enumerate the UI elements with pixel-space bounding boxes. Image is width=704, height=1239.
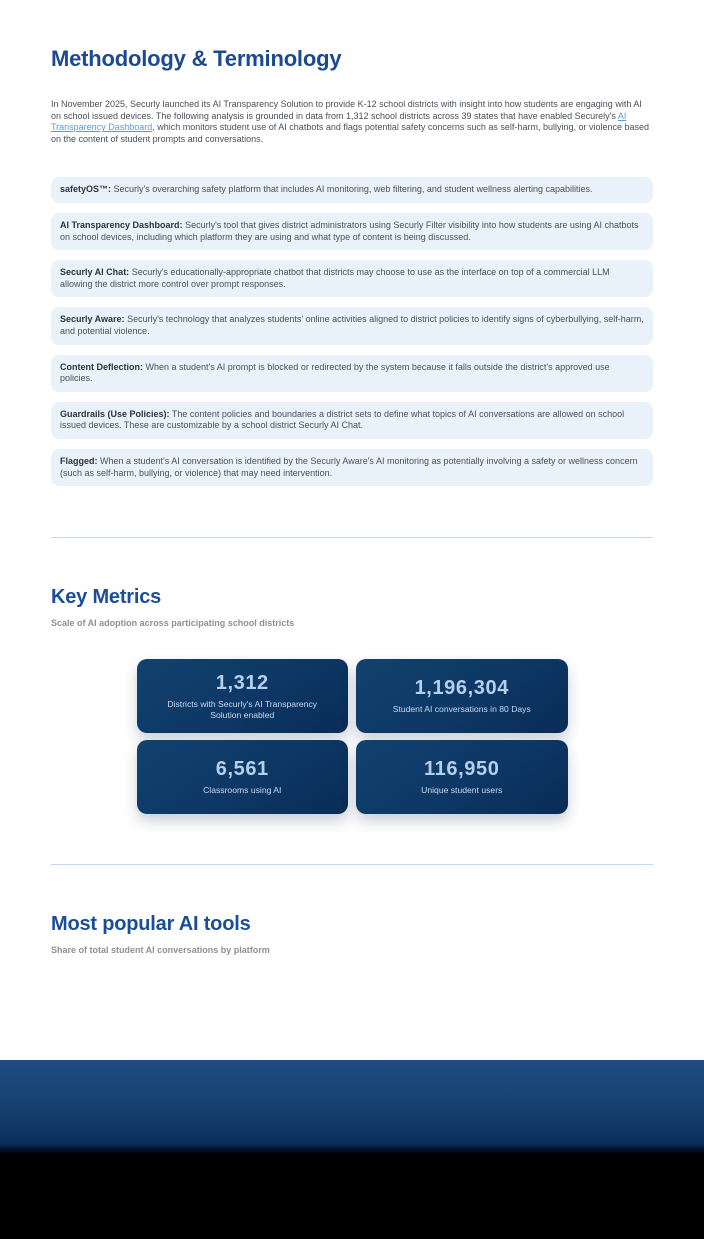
definition-card-safetyos (51, 177, 653, 203)
definition-description: Securly's overarching safety platform that includes AI monitoring, web filtering, and student wellness alerting capabilities. (113, 184, 593, 195)
metric-card-districts (137, 659, 349, 733)
metric-label: Unique student users (421, 785, 503, 796)
definition-description: When a student's AI conversation is identified by the Securly Aware's AI monitoring as potentially involving a safety or wellness concern (such as self-harm, bullying, or violence) that may need intervention. (60, 455, 638, 478)
section-divider (51, 864, 653, 865)
metric-value: 1,196,304 (414, 677, 509, 700)
ai-transparency-dashboard-link[interactable]: AI Transparency Dashboard (51, 110, 627, 133)
metric-label: Student AI conversations in 80 Days (392, 704, 531, 715)
definition-card-content-deflection (51, 355, 653, 392)
metric-label: Classrooms using AI (203, 785, 282, 796)
metric-label: Districts with Securly's AI Transparency Solution enabled (167, 698, 318, 720)
page-title: Methodology & Terminology (51, 46, 342, 71)
definition-card-flagged (51, 449, 653, 486)
definition-description: Securly's educationally-appropriate chatbot that districts may choose to use as the interface on top of a commercial LLM allowing the district more control over prompt responses. (60, 267, 610, 289)
metric-value: 1,312 (215, 671, 269, 694)
definition-term: Flagged: (60, 455, 98, 466)
definition-term: Securly AI Chat: (60, 267, 130, 278)
definition-description: Securly's technology that analyzes students' online activities aligned to district policies to identify signs of cyberbullying, self-harm, and potential violence. (60, 314, 644, 336)
definition-description: Securly's tool that gives district administrators using Securly Filter visibility into how students are using AI chatbots on school devices, including which platform they are using and what type of content is being discussed. (60, 219, 639, 242)
definition-term: Securly Aware: (60, 314, 125, 325)
key-metrics-heading: Key Metrics (51, 586, 162, 609)
intro-text-before-link: In November 2025, Securly launched its AI Transparency Solution to provide K-12 school districts with insight into how students are engaging with AI on school issued devices. The following analysis is grounded in data from 1,312 school districts across 39 states that have enabled Securely's (51, 99, 642, 121)
key-metrics-grid (137, 659, 568, 814)
definition-card-securly-aware (51, 307, 653, 344)
intro-text-after-link: , which monitors student use of AI chatbots and flags potential safety concerns such as self-harm, bullying, or violence based on the content of student prompts and conversations. (51, 122, 650, 144)
section-divider (51, 537, 653, 538)
metric-value: 116,950 (424, 758, 500, 781)
definition-description: The content policies and boundaries a district sets to define what topics of AI conversations are allowed on school issued devices. These are customizable by a school district Securly AI Chat. (60, 408, 625, 431)
definition-description: When a student's AI prompt is blocked or redirected by the system because it falls outside the district's approved use policies. (60, 361, 610, 384)
definition-term: Content Deflection: (60, 361, 143, 372)
metric-card-classrooms (137, 740, 349, 814)
definition-term: Guardrails (Use Policies): (60, 408, 170, 419)
terminology-list (51, 177, 653, 486)
key-metrics-subtitle: Scale of AI adoption across participating school districts (51, 618, 295, 629)
definition-term: safetyOS™: (60, 184, 112, 195)
most-popular-ai-tools-heading: Most popular AI tools (51, 913, 251, 936)
definition-card-guardrails (51, 402, 653, 439)
metric-card-unique-users (356, 740, 568, 814)
most-popular-ai-tools-subtitle: Share of total student AI conversations by platform (51, 945, 270, 956)
intro-paragraph (51, 99, 653, 145)
definition-term: AI Transparency Dashboard: (60, 219, 183, 230)
definition-card-securly-ai-chat (51, 260, 653, 297)
report-page (0, 46, 704, 955)
footer-hero-image (0, 1060, 704, 1239)
metric-card-conversations (356, 659, 568, 733)
definition-card-ai-transparency-dashboard (51, 213, 653, 250)
metric-value: 6,561 (215, 758, 269, 781)
